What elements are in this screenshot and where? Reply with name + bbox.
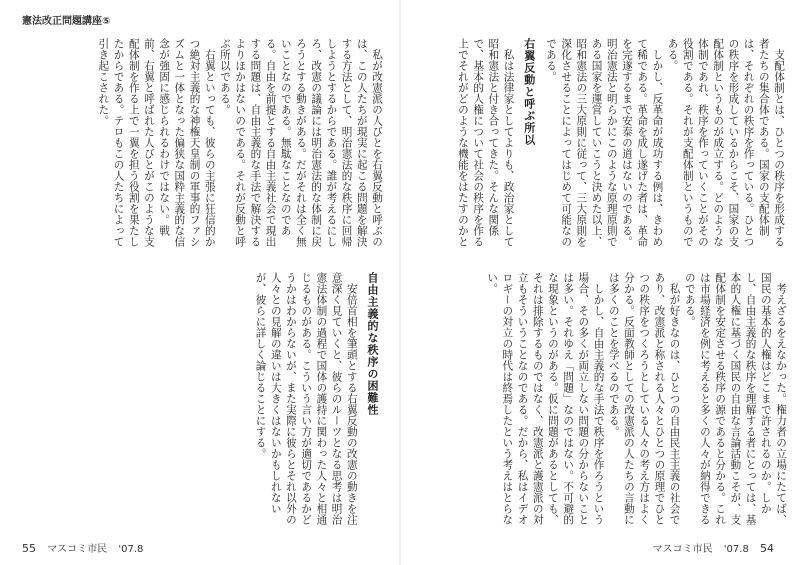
issue-label: '07.8	[723, 544, 749, 555]
right-top-text	[414, 38, 786, 248]
paragraph: 右翼といっても、彼らの主張に狂信的かつ絶対主義的な神権天皇制の軍事的ファシズムと一体となった偏狭な国粋主義的な信念が強固に感じられるわけではない。戦前、右翼と呼ばれた人びとがこのような支配体制を作る上で一翼を担う役割を果たしたからである。テロもこの人たちによって引き起こされた。	[97, 38, 216, 247]
right-bottom-text	[414, 272, 788, 532]
publication-name: マスコミ市民	[652, 544, 713, 555]
paragraph: しかし、自由主義的な手法で秩序を作ろうという場合、その多くが両立しない問題の分からないことは多い。それゆえ「問題」なのではない。不可避的な現象というのがある。仮に問題があるとしても、それは排除するものではなく、改憲派と護憲派の対立もそういうことなのである。だから、私はイデオロギーの対立の時代は終焉したという考えはとらない。	[486, 272, 605, 525]
section-heading: 右翼反動と呼ぶ所以	[522, 38, 536, 146]
paragraph: 安倍首相を筆頭とする右翼反動の改憲の動きを注意深く見ていくと、彼らのルーツとなる思考は明治憲法体制の過程で国体の護持に関わった人々と相通じるものがある。こういう言い方が適切であるかどうかはわからないが、また実際に彼らとそれ以外の人々との見解の違いは大きくはないかもしれないが、彼らに詳しく論じることにする。	[254, 272, 358, 525]
paragraph: 私が改憲派の人びとを右翼反動と呼ぶのは、この人たちが現実に起こる問題を解決する方法として、明治憲法的な秩序に回帰しようとするからである。誰が考えるにしろ、改憲の議論には明治憲法的な体制に戻ろうとする動きがある。だがそれは全く無いことなのである。無駄なことなのである。自由を前提とする自由主義社会で現出する問題は、自由主義的な手法で解決するよりほかはないのである。それが反動と呼ぶ所以である。	[218, 38, 383, 247]
publication-name: マスコミ市民	[47, 544, 108, 555]
left-top-text	[34, 38, 384, 248]
series-tag: 憲法改正問題講座⑤	[22, 16, 111, 27]
issue-label: '07.8	[118, 544, 144, 555]
paragraph: 支配体制とは、ひとつの秩序を形成する者たちの集合体である。国家の支配体制は、それぞれの秩序を作っている。ひとつの秩序を形成しているからこそ、国家の支配体制というものが成立する。どのような体制であれ、秩序を作っていくことがその役割である。それが支配体制というものである。	[666, 38, 785, 247]
right-footer	[653, 540, 782, 555]
paragraph: 考えざるをえなかった。権力者の立場にたてば、国民の基本的人権はどこまで許されるのか。しかし、自由主義的な秩序を理解する者にとっては、基本的人権に基づく国民の自由な言論活動こそが、支配体制を安定させる秩序の源であると分かる。これは市場経済を例に考えると多くの人々が納得できるのである。	[683, 272, 787, 525]
page-number: 55	[22, 542, 36, 555]
paragraph: 私は法律家としてよりも、政治家として昭和憲法と付き合ってきた。そんな関係で、基本的人権について社会の秩序を作る上でそれがどのような機能をはたすのかと	[456, 38, 515, 247]
right-page	[400, 0, 800, 565]
left-footer	[22, 540, 151, 555]
page-number: 54	[760, 542, 774, 555]
paragraph: しかし、反革命が成功する例は、きわめて稀である。革命を成し遂げた者は、革命を完遂するまで安泰の道はないのである。明治憲法と明らかにこのような原理原則である国家を運営していこうと決めた以上、昭和憲法の三大原則に従って、三大原則を深化させることによってはじめて可能なのである。	[544, 38, 664, 247]
left-bottom-text	[22, 272, 386, 532]
paragraph: 私が好きなのは、ひとつの自由民主主義の社会であり、改憲派と称される人々とひとつの原理でひとつの秩序をつくろうとしている人々の考え方はよく分かる。反面教師としての改憲派の人たちの言動には多くのことを学べるのである。	[607, 272, 681, 525]
section-heading: 自由主義的な秩序の困難性	[366, 272, 379, 416]
